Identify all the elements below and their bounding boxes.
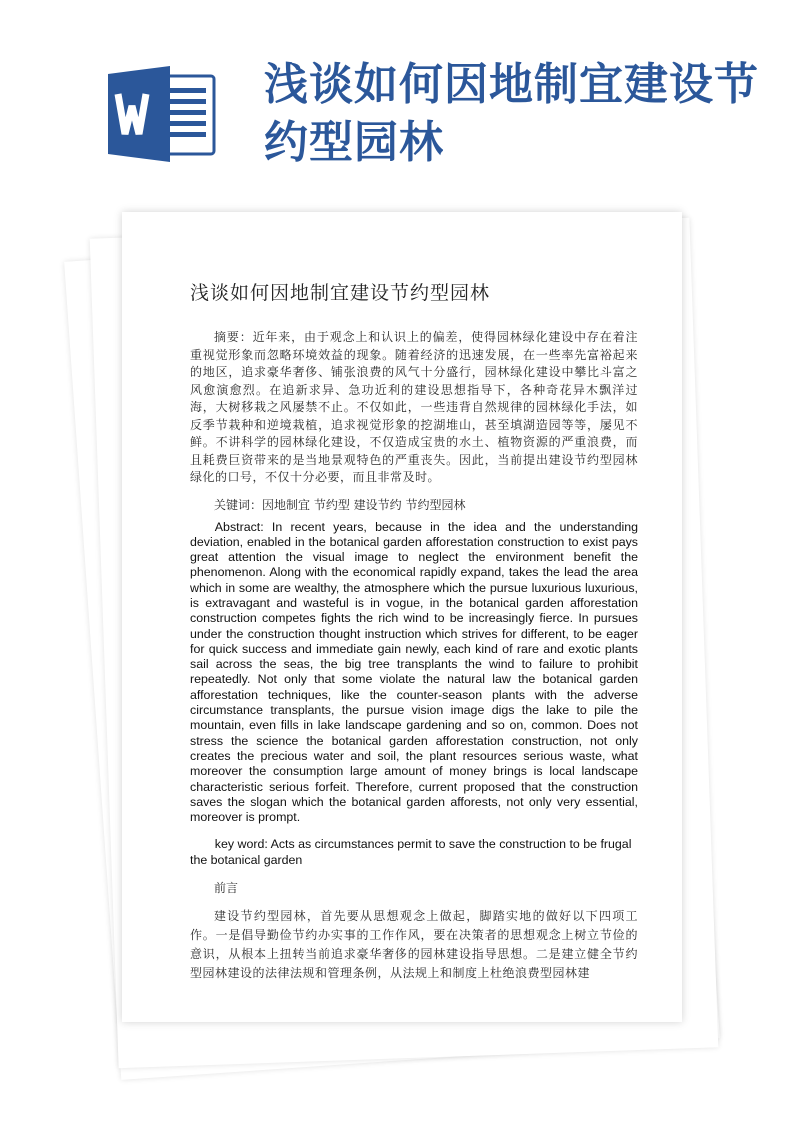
word-icon [108, 66, 218, 162]
document-page [122, 212, 682, 1022]
abstract-english: Abstract: In recent years, because in the idea and the understanding deviation, enabled in the botanical garden afforestation construction to exist pays great attention the visual image to neglect the environment benefit the phenomenon. Along with the economical rapidly expand, takes the lead the area which in some are wealthy, the atmosphere which the pursue luxurious luxurious, is extravagant and wasteful is in vogue, in the botanical garden afforestation construction competes fights the rich wind to be increasingly fierce. In pursues under the construction thought instruction which strives for different, to be eager for quick success and immediate gain newly, each kind of rare and exotic plants sail across the seas, the big tree transplants the wind to failure to prohibit repeatedly. Not only that some violate the natural law the botanical garden afforestation techniques, like the counter-season plants with the adverse circumstance transplants, the pursue vision image digs the lake to pile the mountain, even fills in lake landscape gardening and so on, common. Does not stress the science the botanical garden afforestation construction, not only creates the precious water and soil, the plant resources serious waste, what moreover the consumption large amount of money brings is local landscape characteristic serious forfeit. Therefore, current proposed that the construction saves the slogan which the botanical garden afforests, not only very essential, moreover is prompt. [190, 519, 638, 825]
keywords-english: key word: Acts as circumstances permit to save the construction to be frugal the botanical garden [190, 837, 632, 867]
header-title: 浅谈如何因地制宜建设节约型园林 [264, 59, 759, 168]
preface-text: 建设节约型园林，首先要从思想观念上做起，脚踏实地的做好以下四项工作。一是倡导勤俭节约办实事的工作作风，要在决策者的思想观念上树立节俭的意识，从根本上扭转当前追求豪华奢侈的园林建设指导思想。二是建立健全节约型园林建设的法律法规和管理条例，从法规上和制度上杜绝浪费型园林建 [190, 909, 638, 981]
preface-heading: 前言 [214, 881, 239, 896]
keywords-chinese: 关键词：因地制宜 节约型 建设节约 节约型园林 [214, 497, 466, 512]
document-title: 浅谈如何因地制宜建设节约型园林 [190, 282, 491, 304]
abstract-chinese: 摘要：近年来，由于观念上和认识上的偏差，使得园林绿化建设中存在着注重视觉形象而忽略环境效益的现象。随着经济的迅速发展，在一些率先富裕起来的地区，追求豪华奢侈、铺张浪费的风气十分盛行，园林绿化建设中攀比斗富之风愈演愈烈。在追新求异、急功近利的建设思想指导下，各种奇花异木飘洋过海，大树移栽之风屡禁不止。不仅如此，一些违背自然规律的园林绿化手法，如反季节栽种和逆境栽植，追求视觉形象的挖湖堆山，甚至填湖造园等等，屡见不鲜。不讲科学的园林绿化建设，不仅造成宝贵的水土、植物资源的严重浪费，而且耗费巨资带来的是当地景观特色的严重丧失。因此，当前提出建设节约型园林绿化的口号，不仅十分必要，而且非常及时。 [190, 330, 638, 484]
